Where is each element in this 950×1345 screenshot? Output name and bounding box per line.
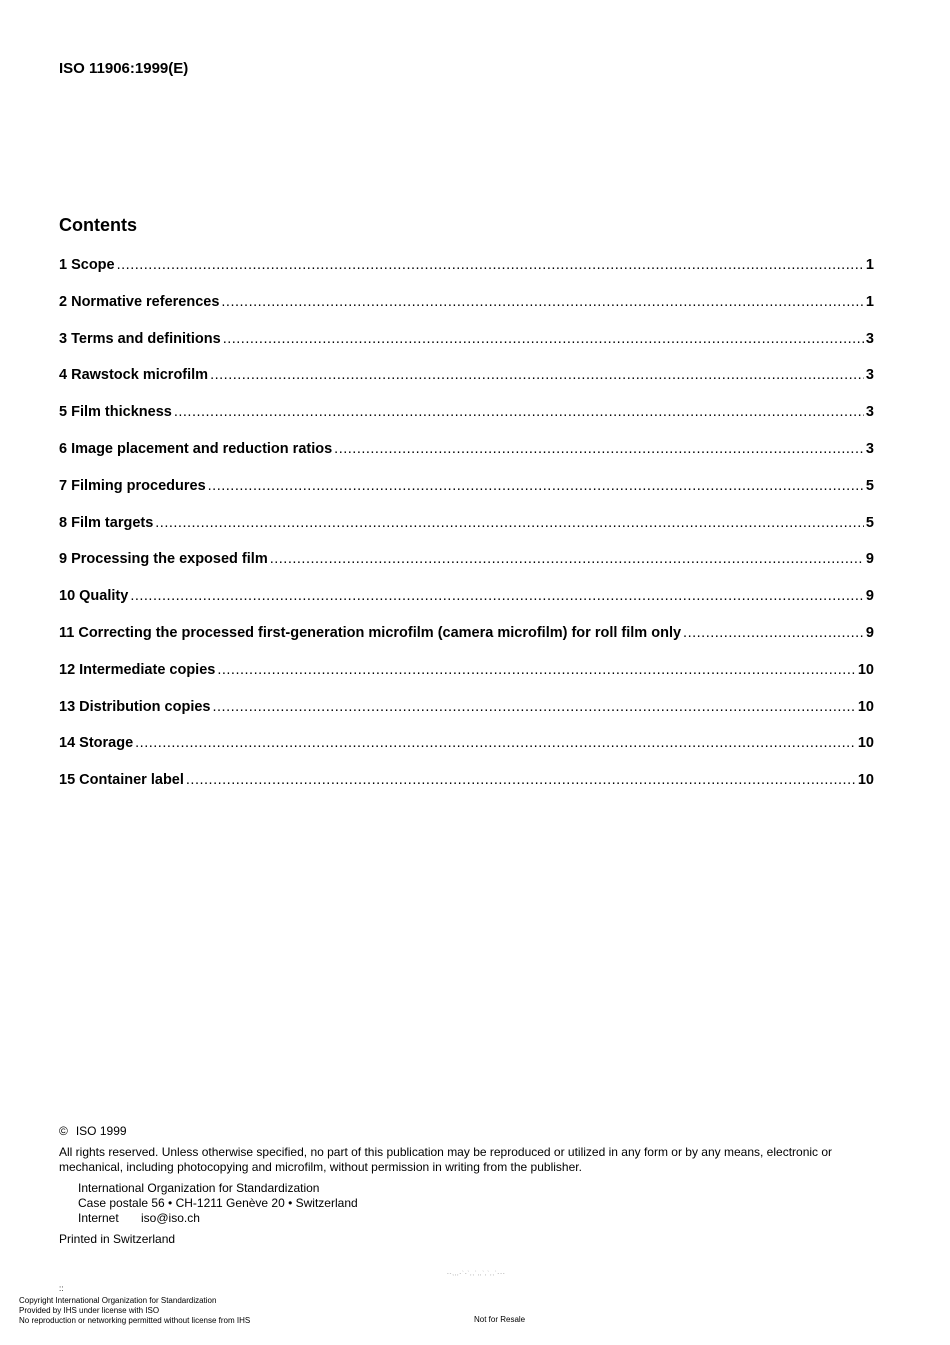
- toc-leader: [217, 662, 856, 678]
- toc-leader: [135, 735, 856, 751]
- toc-leader: [683, 625, 864, 641]
- toc-entry-page: 5: [865, 477, 874, 494]
- toc-entry-page: 10: [857, 735, 874, 752]
- copyright-notice: [59, 1124, 879, 1139]
- toc-entry[interactable]: [59, 551, 874, 588]
- toc-entry-title: 4 Rawstock microfilm: [59, 367, 209, 384]
- not-for-resale: Not for Resale: [474, 1315, 526, 1324]
- toc-entry[interactable]: [59, 404, 874, 441]
- toc-entry[interactable]: [59, 588, 874, 625]
- toc-entry-title: 2 Normative references: [59, 293, 220, 310]
- toc-entry[interactable]: [59, 441, 874, 478]
- toc-entry-title: 1 Scope: [59, 257, 115, 273]
- publisher-address: [78, 1181, 879, 1226]
- toc-entry-page: 3: [865, 404, 874, 421]
- toc-entry[interactable]: [59, 772, 874, 809]
- toc-leader: [130, 588, 864, 604]
- toc-entry-page: 10: [857, 661, 874, 678]
- toc-entry-page: 3: [865, 367, 874, 384]
- toc-entry-title: 7 Filming procedures: [59, 477, 206, 494]
- toc-leader: [186, 772, 856, 788]
- toc-entry-page: 9: [865, 588, 874, 605]
- toc-leader: [334, 441, 864, 457]
- postal-address: Case postale 56 • CH-1211 Genève 20 • Switzerland: [78, 1196, 358, 1210]
- footer-copyright-line: Copyright International Organization for Standardization: [19, 1296, 217, 1305]
- toc-leader: [210, 367, 864, 383]
- toc-entry-page: 9: [865, 551, 874, 568]
- toc-entry-title: 10 Quality: [59, 588, 129, 605]
- toc-entry[interactable]: [59, 257, 874, 294]
- toc-entry-title: 9 Processing the exposed film: [59, 551, 268, 568]
- internet-label: Internet: [78, 1211, 119, 1225]
- document-id: ISO 11906:1999(E): [59, 60, 189, 77]
- toc-entry-title: 3 Terms and definitions: [59, 330, 221, 347]
- toc-entry[interactable]: [59, 625, 874, 662]
- toc-entry[interactable]: [59, 294, 874, 331]
- toc-entry-title: 12 Intermediate copies: [59, 661, 216, 678]
- scan-noise-text: --,,,-`-`,,`,,`,`,,`---: [447, 1271, 506, 1277]
- copyright-year: ISO 1999: [75, 1124, 127, 1138]
- toc-entry-title: 8 Film targets: [59, 514, 154, 531]
- toc-entry-page: 1: [865, 293, 874, 310]
- toc-entry-page: 5: [865, 514, 874, 531]
- toc-entry-title: 15 Container label: [59, 772, 184, 789]
- toc-entry-page: 10: [857, 698, 874, 715]
- toc-leader: [223, 331, 864, 347]
- toc-entry-page: 3: [865, 440, 874, 457]
- copyright-symbol: ©: [59, 1124, 68, 1138]
- toc-entry[interactable]: [59, 367, 874, 404]
- toc-entry-page: 1: [865, 257, 874, 273]
- toc-entry[interactable]: [59, 515, 874, 552]
- toc-entry-title: 5 Film thickness: [59, 404, 172, 421]
- contents-heading: Contents: [59, 215, 137, 235]
- toc-entry-title: 13 Distribution copies: [59, 698, 211, 715]
- printed-in: Printed in Switzerland: [59, 1232, 176, 1246]
- publisher-name: International Organization for Standardization: [78, 1181, 320, 1195]
- toc-leader: [117, 257, 864, 273]
- toc-entry-page: 10: [857, 772, 874, 789]
- internet-contact: [78, 1211, 879, 1226]
- toc-entry-page: 9: [865, 624, 874, 641]
- footer-marks: ::: [59, 1284, 64, 1293]
- toc-entry[interactable]: [59, 735, 874, 772]
- footer-reproduction-line: No reproduction or networking permitted without license from IHS: [19, 1316, 251, 1325]
- license-footer: [19, 1296, 250, 1326]
- toc-leader: [212, 699, 855, 715]
- toc-leader: [221, 294, 864, 310]
- copyright-block: [59, 1124, 879, 1247]
- table-of-contents: [59, 257, 874, 809]
- toc-entry[interactable]: [59, 662, 874, 699]
- footer-provider-line: Provided by IHS under license with ISO: [19, 1306, 160, 1315]
- toc-leader: [155, 515, 864, 531]
- toc-entry-title: 11 Correcting the processed first-generation microfilm (camera microfilm) for roll film only: [59, 624, 682, 641]
- rights-statement: All rights reserved. Unless otherwise specified, no part of this publication may be reproduced or utilized in any form or by any means, electronic or mechanical, including photocopying and microfilm, without permission in writing from the publisher.: [59, 1145, 833, 1174]
- toc-entry[interactable]: [59, 478, 874, 515]
- toc-entry[interactable]: [59, 699, 874, 736]
- contact-email[interactable]: iso@iso.ch: [141, 1211, 200, 1225]
- toc-leader: [174, 404, 864, 420]
- toc-leader: [270, 551, 864, 567]
- toc-entry-page: 3: [865, 330, 874, 347]
- toc-leader: [208, 478, 864, 494]
- toc-entry[interactable]: [59, 331, 874, 368]
- toc-entry-title: 6 Image placement and reduction ratios: [59, 440, 333, 457]
- toc-entry-title: 14 Storage: [59, 735, 134, 752]
